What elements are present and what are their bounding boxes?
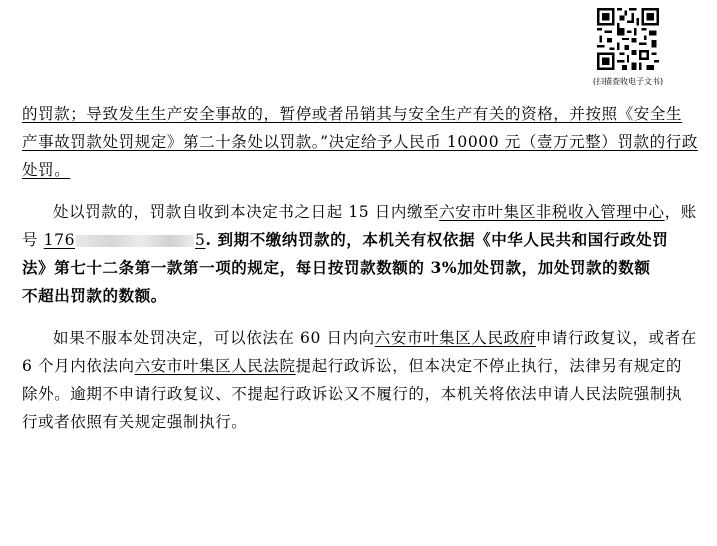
redaction-mark	[76, 235, 194, 247]
paragraph-appeal-rights	[22, 324, 697, 436]
text-line: 6 个月内依法向六安市叶集区人民法院提起行政诉讼，但本决定不停止执行，法律另有规定的	[22, 357, 683, 375]
qr-code-block	[586, 8, 670, 87]
qr-code-icon	[597, 8, 659, 70]
paragraph-payment	[22, 198, 697, 310]
text-line: 的罚款；导致发生生产安全事故的，暂停或者吊销其与安全生产有关的资格，并按照《安全生	[22, 105, 683, 123]
court-name: 六安市叶集区人民法院	[134, 357, 296, 375]
text-line: 如果不服本处罚决定，可以依法在 60 日内向六安市叶集区人民政府申请行政复议，或者在	[53, 329, 697, 347]
text-line: 行或者依照有关规定强制执行。	[22, 413, 248, 431]
government-name: 六安市叶集区人民政府	[374, 329, 536, 347]
text-line: 号 176 5. 到期不缴纳罚款的，本机关有权依据《中华人民共和国行政处罚	[22, 230, 669, 249]
surcharge-rate: 3%	[430, 258, 458, 277]
payment-center-name: 六安市叶集区非税收入管理中心	[439, 203, 665, 221]
qr-caption: (扫描查收电子文书)	[592, 77, 664, 86]
text-line: 处以罚款的，罚款自收到本决定书之日起 15 日内缴至六安市叶集区非税收入管理中心，账	[53, 203, 697, 221]
text-line: 产事故罚款处罚规定》第二十条处以罚款。”决定给予人民币 10000 元（壹万元整）罚款的行政	[22, 133, 698, 151]
text-line: 处罚。	[22, 161, 71, 179]
text-line: 法》第七十二条第一款第一项的规定，每日按罚款数额的 3%加处罚款，加处罚款的数额	[22, 258, 651, 277]
text-line: 不超出罚款的数额。	[22, 286, 167, 305]
account-number: 176 5	[43, 231, 206, 249]
text-line: 除外。逾期不申请行政复议、不提起行政诉讼又不履行的，本机关将依法申请人民法院强制执	[22, 385, 683, 403]
document-body	[22, 100, 698, 436]
paragraph-penalty-decision	[22, 100, 698, 184]
